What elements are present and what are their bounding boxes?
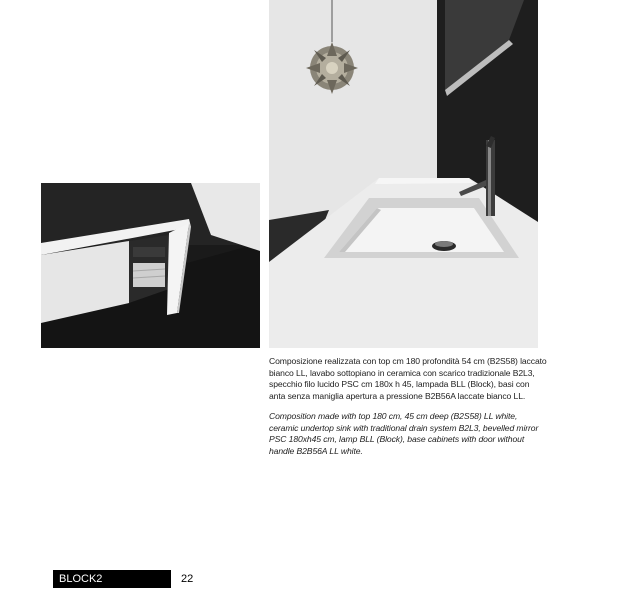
caption-english: Composition made with top 180 cm, 45 cm deep (B2S58) LL white, ceramic undertop sink with traditional drain system B2L3, bevelled mirror PSC 180xh45 cm, lamp BLL (Block), base cabinets with door without handle B2B56A LL white. bbox=[269, 411, 539, 456]
page-number: 22 bbox=[181, 573, 194, 585]
product-caption bbox=[269, 356, 547, 466]
caption-italian: Composizione realizzata con top cm 180 profondità 54 cm (B2S58) laccato bianco LL, lavabo sottopiano in ceramica con scarico tradizionale B2L3, specchio filo lucido PSC cm 180x h 45, lampada BLL (Block), basi con anta senza maniglia apertura a pressione B2B56A laccate bianco LL. bbox=[269, 356, 547, 401]
section-label: BLOCK2 bbox=[53, 570, 171, 588]
cabinet-photo bbox=[41, 183, 260, 348]
sink-photo bbox=[269, 0, 538, 348]
